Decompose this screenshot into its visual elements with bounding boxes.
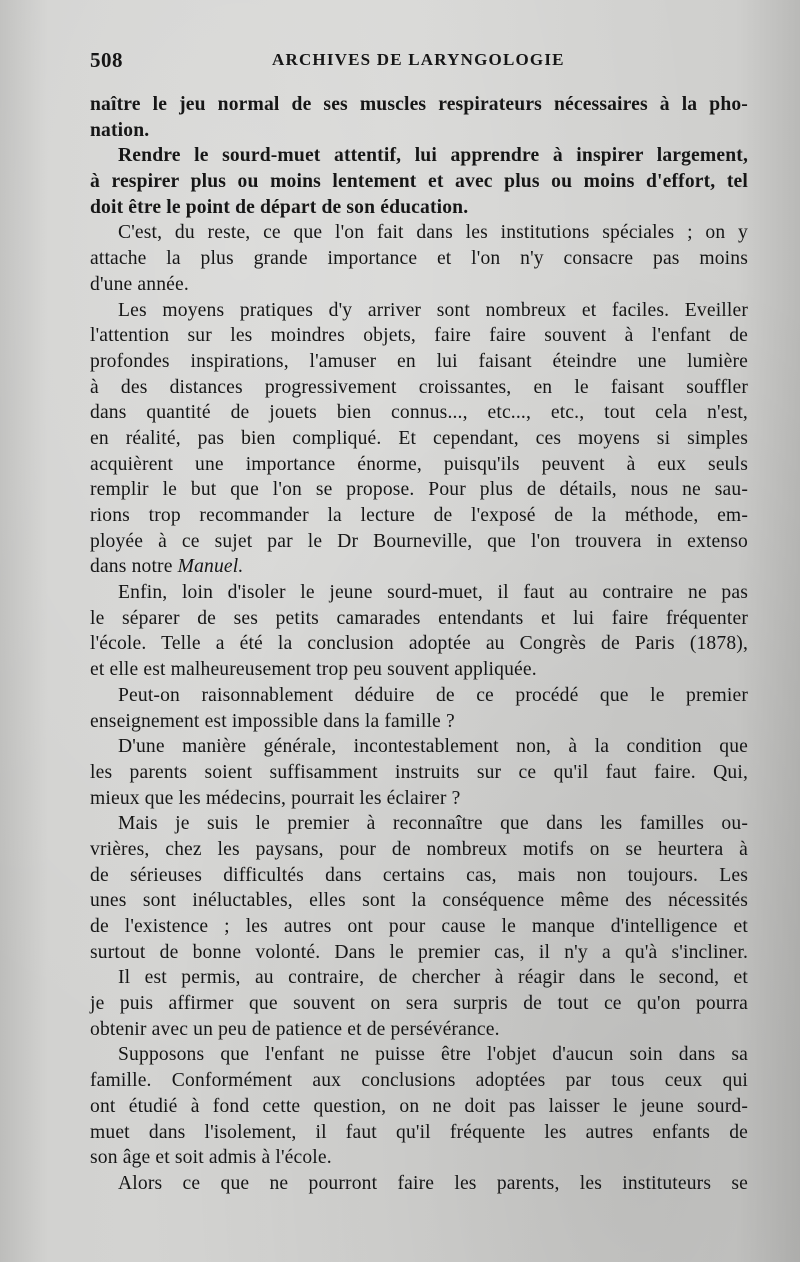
text-line bbox=[90, 1017, 748, 1043]
text-line bbox=[90, 760, 748, 786]
page-header bbox=[90, 48, 750, 78]
text-line-content: les parents soient suffisamment instruits sur ce qu'il faut faire. Qui, bbox=[90, 761, 748, 783]
text-line-content: rions trop recommander la lecture de l'exposé de la méthode, em- bbox=[90, 505, 748, 526]
text-line bbox=[90, 426, 748, 452]
text-line bbox=[90, 914, 748, 940]
text-line-content: de l'existence ; les autres ont pour cause le manque d'intelligence et bbox=[90, 916, 748, 937]
text-line bbox=[90, 965, 748, 991]
text-line-content: l'école. Telle a été la conclusion adoptée au Congrès de Paris (1878), bbox=[90, 633, 748, 655]
text-line bbox=[90, 811, 748, 837]
text-line-content: obtenir avec un peu de patience et de persévérance. bbox=[90, 1018, 500, 1040]
text-line-content: son âge et soit admis à l'école. bbox=[90, 1147, 332, 1169]
text-line-content: acquièrent une importance énorme, puisqu'ils peuvent à eux seuls bbox=[90, 453, 748, 475]
text-line bbox=[90, 606, 748, 632]
italic-title: Manuel. bbox=[177, 556, 244, 578]
text-line-content: profondes inspirations, l'amuser en lui faisant éteindre une lumière bbox=[90, 350, 748, 372]
text-line bbox=[90, 195, 748, 221]
text-line-content: de sérieuses difficultés dans certains cas, mais non toujours. Les bbox=[90, 864, 748, 886]
text-line bbox=[90, 1120, 748, 1146]
text-line bbox=[90, 657, 748, 683]
text-line-content: D'une manière générale, incontestablement non, à la condition que bbox=[118, 736, 748, 758]
text-line bbox=[90, 92, 748, 118]
text-line-content: unes sont inéluctables, elles sont la conséquence même des nécessités bbox=[90, 890, 748, 912]
text-line-content: Rendre le sourd-muet attentif, lui apprendre à inspirer largement, bbox=[118, 145, 748, 167]
text-line bbox=[90, 709, 748, 735]
text-line bbox=[90, 734, 748, 760]
text-line-content: C'est, du reste, ce que l'on fait dans les institutions spéciales ; on y bbox=[118, 222, 748, 244]
text-line bbox=[90, 580, 748, 606]
text-line bbox=[90, 940, 748, 966]
text-line bbox=[90, 863, 748, 889]
text-line bbox=[90, 554, 748, 580]
text-line bbox=[90, 375, 748, 401]
text-line-content: Peut-on raisonnablement déduire de ce procédé que le premier bbox=[118, 684, 748, 706]
text-line bbox=[90, 246, 748, 272]
text-line bbox=[90, 143, 748, 169]
text-line-content: et elle est malheureusement trop peu souvent appliquée. bbox=[90, 659, 537, 681]
text-line bbox=[90, 503, 748, 529]
text-line bbox=[90, 298, 748, 324]
body-text bbox=[90, 92, 748, 1197]
text-line-content: l'attention sur les moindres objets, faire faire souvent à l'enfant de bbox=[90, 325, 748, 347]
text-line-content: je puis affirmer que souvent on sera surpris de tout ce qu'on pourra bbox=[90, 993, 748, 1015]
text-line bbox=[90, 1042, 748, 1068]
text-line-content: le séparer de ses petits camarades entendants et lui faire fréquenter bbox=[90, 607, 748, 629]
text-line-content: famille. Conformément aux conclusions adoptées par tous ceux qui bbox=[90, 1070, 748, 1092]
text-line bbox=[90, 1171, 748, 1197]
text-line bbox=[90, 529, 748, 555]
text-line-content: doit être le point de départ de son éducation. bbox=[90, 196, 469, 218]
text-line bbox=[90, 1068, 748, 1094]
text-line-content: surtout de bonne volonté. Dans le premier cas, il n'y a qu'à s'incliner. bbox=[90, 941, 748, 963]
text-line bbox=[90, 272, 748, 298]
text-line bbox=[90, 991, 748, 1017]
text-line-content: naître le jeu normal de ses muscles respirateurs nécessaires à la pho- bbox=[90, 94, 748, 115]
text-line-content: Supposons que l'enfant ne puisse être l'objet d'aucun soin dans sa bbox=[118, 1044, 748, 1066]
text-line bbox=[90, 220, 748, 246]
text-line-content: mieux que les médecins, pourrait les éclairer ? bbox=[90, 787, 461, 809]
text-line-content: Alors ce que ne pourront faire les parents, les instituteurs se bbox=[118, 1172, 748, 1194]
text-line-content: d'une année. bbox=[90, 273, 189, 295]
text-line-content: dans notre bbox=[90, 556, 178, 578]
text-line bbox=[90, 118, 748, 144]
text-line-content: Il est permis, au contraire, de chercher à réagir dans le second, et bbox=[118, 967, 748, 989]
text-line bbox=[90, 477, 748, 503]
text-line-content: nation. bbox=[90, 119, 150, 141]
text-line-content: à des distances progressivement croissantes, en le faisant souffler bbox=[90, 376, 748, 398]
text-line-content: enseignement est impossible dans la famille ? bbox=[90, 710, 455, 732]
text-line bbox=[90, 349, 748, 375]
text-line bbox=[90, 1094, 748, 1120]
text-line bbox=[90, 888, 748, 914]
text-line-content: Les moyens pratiques d'y arriver sont nombreux et faciles. Eveiller bbox=[118, 299, 748, 321]
text-line-content: Enfin, loin d'isoler le jeune sourd-muet, il faut au contraire ne pas bbox=[118, 582, 748, 604]
text-line bbox=[90, 631, 748, 657]
text-line bbox=[90, 452, 748, 478]
text-line-content: ont étudié à fond cette question, on ne doit pas laisser le jeune sourd- bbox=[90, 1095, 748, 1117]
text-line bbox=[90, 400, 748, 426]
text-line bbox=[90, 1145, 748, 1171]
text-line bbox=[90, 169, 748, 195]
text-line-content: attache la plus grande importance et l'on n'y consacre pas moins bbox=[90, 248, 748, 270]
text-line-content: à respirer plus ou moins lentement et avec plus ou moins d'effort, tel bbox=[90, 171, 748, 193]
text-line-content: dans quantité de jouets bien connus..., etc..., etc., tout cela n'est, bbox=[90, 402, 748, 424]
text-line-content: muet dans l'isolement, il faut qu'il fréquente les autres enfants de bbox=[90, 1121, 748, 1143]
text-line-content: remplir le but que l'on se propose. Pour plus de détails, nous ne sau- bbox=[90, 479, 748, 501]
text-line bbox=[90, 323, 748, 349]
text-line-content: vrières, chez les paysans, pour de nombreux motifs on se heurtera à bbox=[90, 838, 748, 860]
running-head: ARCHIVES DE LARYNGOLOGIE bbox=[272, 50, 565, 69]
page-number: 508 bbox=[90, 48, 123, 72]
text-line bbox=[90, 786, 748, 812]
text-line-content: ployée à ce sujet par le Dr Bourneville, que l'on trouvera in extenso bbox=[90, 530, 748, 552]
text-line bbox=[90, 837, 748, 863]
text-line bbox=[90, 683, 748, 709]
text-line-content: en réalité, pas bien compliqué. Et cependant, ces moyens si simples bbox=[90, 427, 748, 449]
text-line-content: Mais je suis le premier à reconnaître que dans les familles ou- bbox=[118, 813, 748, 835]
